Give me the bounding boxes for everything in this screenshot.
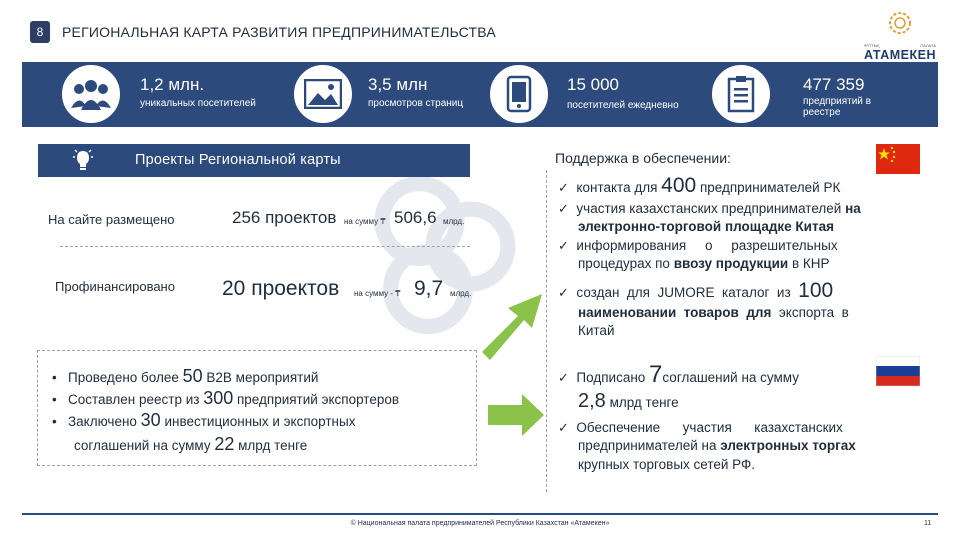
china-item-jumore: ✓ создан для JUMORE каталог из 100 [558,279,834,302]
footer-line [22,513,938,515]
russia-item-trading: ✓ Обеспечение участия казахстанских [558,420,843,435]
posted-unit: млрд. [443,217,465,226]
phone-icon [506,75,532,113]
stat-value: 477 359 [803,75,865,94]
arrow-right-icon [488,392,544,438]
bullet-item-continuation: соглашений на сумму 22 млрд тенге [74,434,308,454]
bullet-item: • Проведено более 50 B2B мероприятий [52,366,319,386]
atameken-logo [862,10,938,60]
stat-circle-registry [710,63,772,125]
financed-sum-prefix: на сумму - ₸ [354,289,401,298]
logo-small-right: ПАЛАТА [920,43,936,48]
stat-value: 15 000 [567,75,619,94]
people-icon [71,76,111,112]
slide-number-badge: 8 [30,21,50,43]
financed-unit: млрд. [450,289,472,298]
support-heading: Поддержка в обеспечении: [555,150,731,166]
clipboard-icon [727,75,755,113]
stat-value: 1,2 млн. [140,75,205,94]
atameken-logo-icon [885,10,915,36]
bullet-item: • Составлен реестр из 300 предприятий экспортеров [52,388,400,408]
posted-sum: 506,6 [394,208,437,227]
lightbulb-icon [72,148,94,172]
china-item-jumore-line3: Китай [578,323,615,338]
china-item-jumore-line2: наименовании товаров для экспорта в [578,305,849,320]
posted-count: 256 проектов [232,208,337,227]
russia-item-agreements-sum: 2,8 млрд тенге [578,390,679,412]
stat-circle-pageviews [292,63,354,125]
stat-label: просмотров страниц [368,98,464,109]
china-item-platform-line2: электронно-торговой площадке Китая [578,219,834,234]
russia-flag-icon [876,356,920,386]
stat-label: предприятий в реестре [803,96,871,118]
posted-sum-prefix: на сумму ₸ [344,217,386,226]
china-item-contacts: ✓ контакта для 400 предпринимателей РК [558,174,841,197]
posted-label: На сайте размещено [48,212,175,227]
logo-text: АТАМЕКЕН [863,48,937,62]
right-frame-line [546,170,547,492]
china-item-info: ✓ информирования о разрешительных [558,238,838,253]
arrow-up-right-icon [478,290,544,366]
projects-title: Проекты Региональной карты [135,152,341,168]
stat-circle-daily [488,63,550,125]
divider [60,246,470,247]
picture-icon [304,79,342,109]
china-flag-icon [876,144,920,174]
financed-count: 20 проектов [222,277,340,300]
china-item-platform: ✓ участия казахстанских предпринимателей на [558,201,861,216]
china-item-info-line2: процедурах по ввозу продукции в КНР [578,256,830,271]
bullet-item: • Заключено 30 инвестиционных и экспортных [52,410,356,430]
stat-label: посетителей ежедневно [567,100,679,111]
russia-item-trading-line3: крупных торговых сетей РФ. [578,457,756,472]
page-title: РЕГИОНАЛЬНАЯ КАРТА РАЗВИТИЯ ПРЕДПРИНИМАТЕЛЬСТВА [62,24,496,40]
russia-item-agreements: ✓ Подписано 7соглашений на сумму [558,361,799,388]
footer-text: © Национальная палата предпринимателей Республики Казахстан «Атамекен» [350,520,610,527]
logo-small-left: ҰЛТТЫҚ [864,43,880,48]
stat-value: 3,5 млн [368,75,428,94]
financed-sum: 9,7 [414,277,444,300]
page-number: 11 [924,520,932,527]
stat-label: уникальных посетителей [140,98,256,109]
financed-label: Профинансировано [55,279,175,294]
russia-item-trading-line2: предпринимателей на электронных торгах [578,438,856,453]
stat-circle-visitors [60,63,122,125]
